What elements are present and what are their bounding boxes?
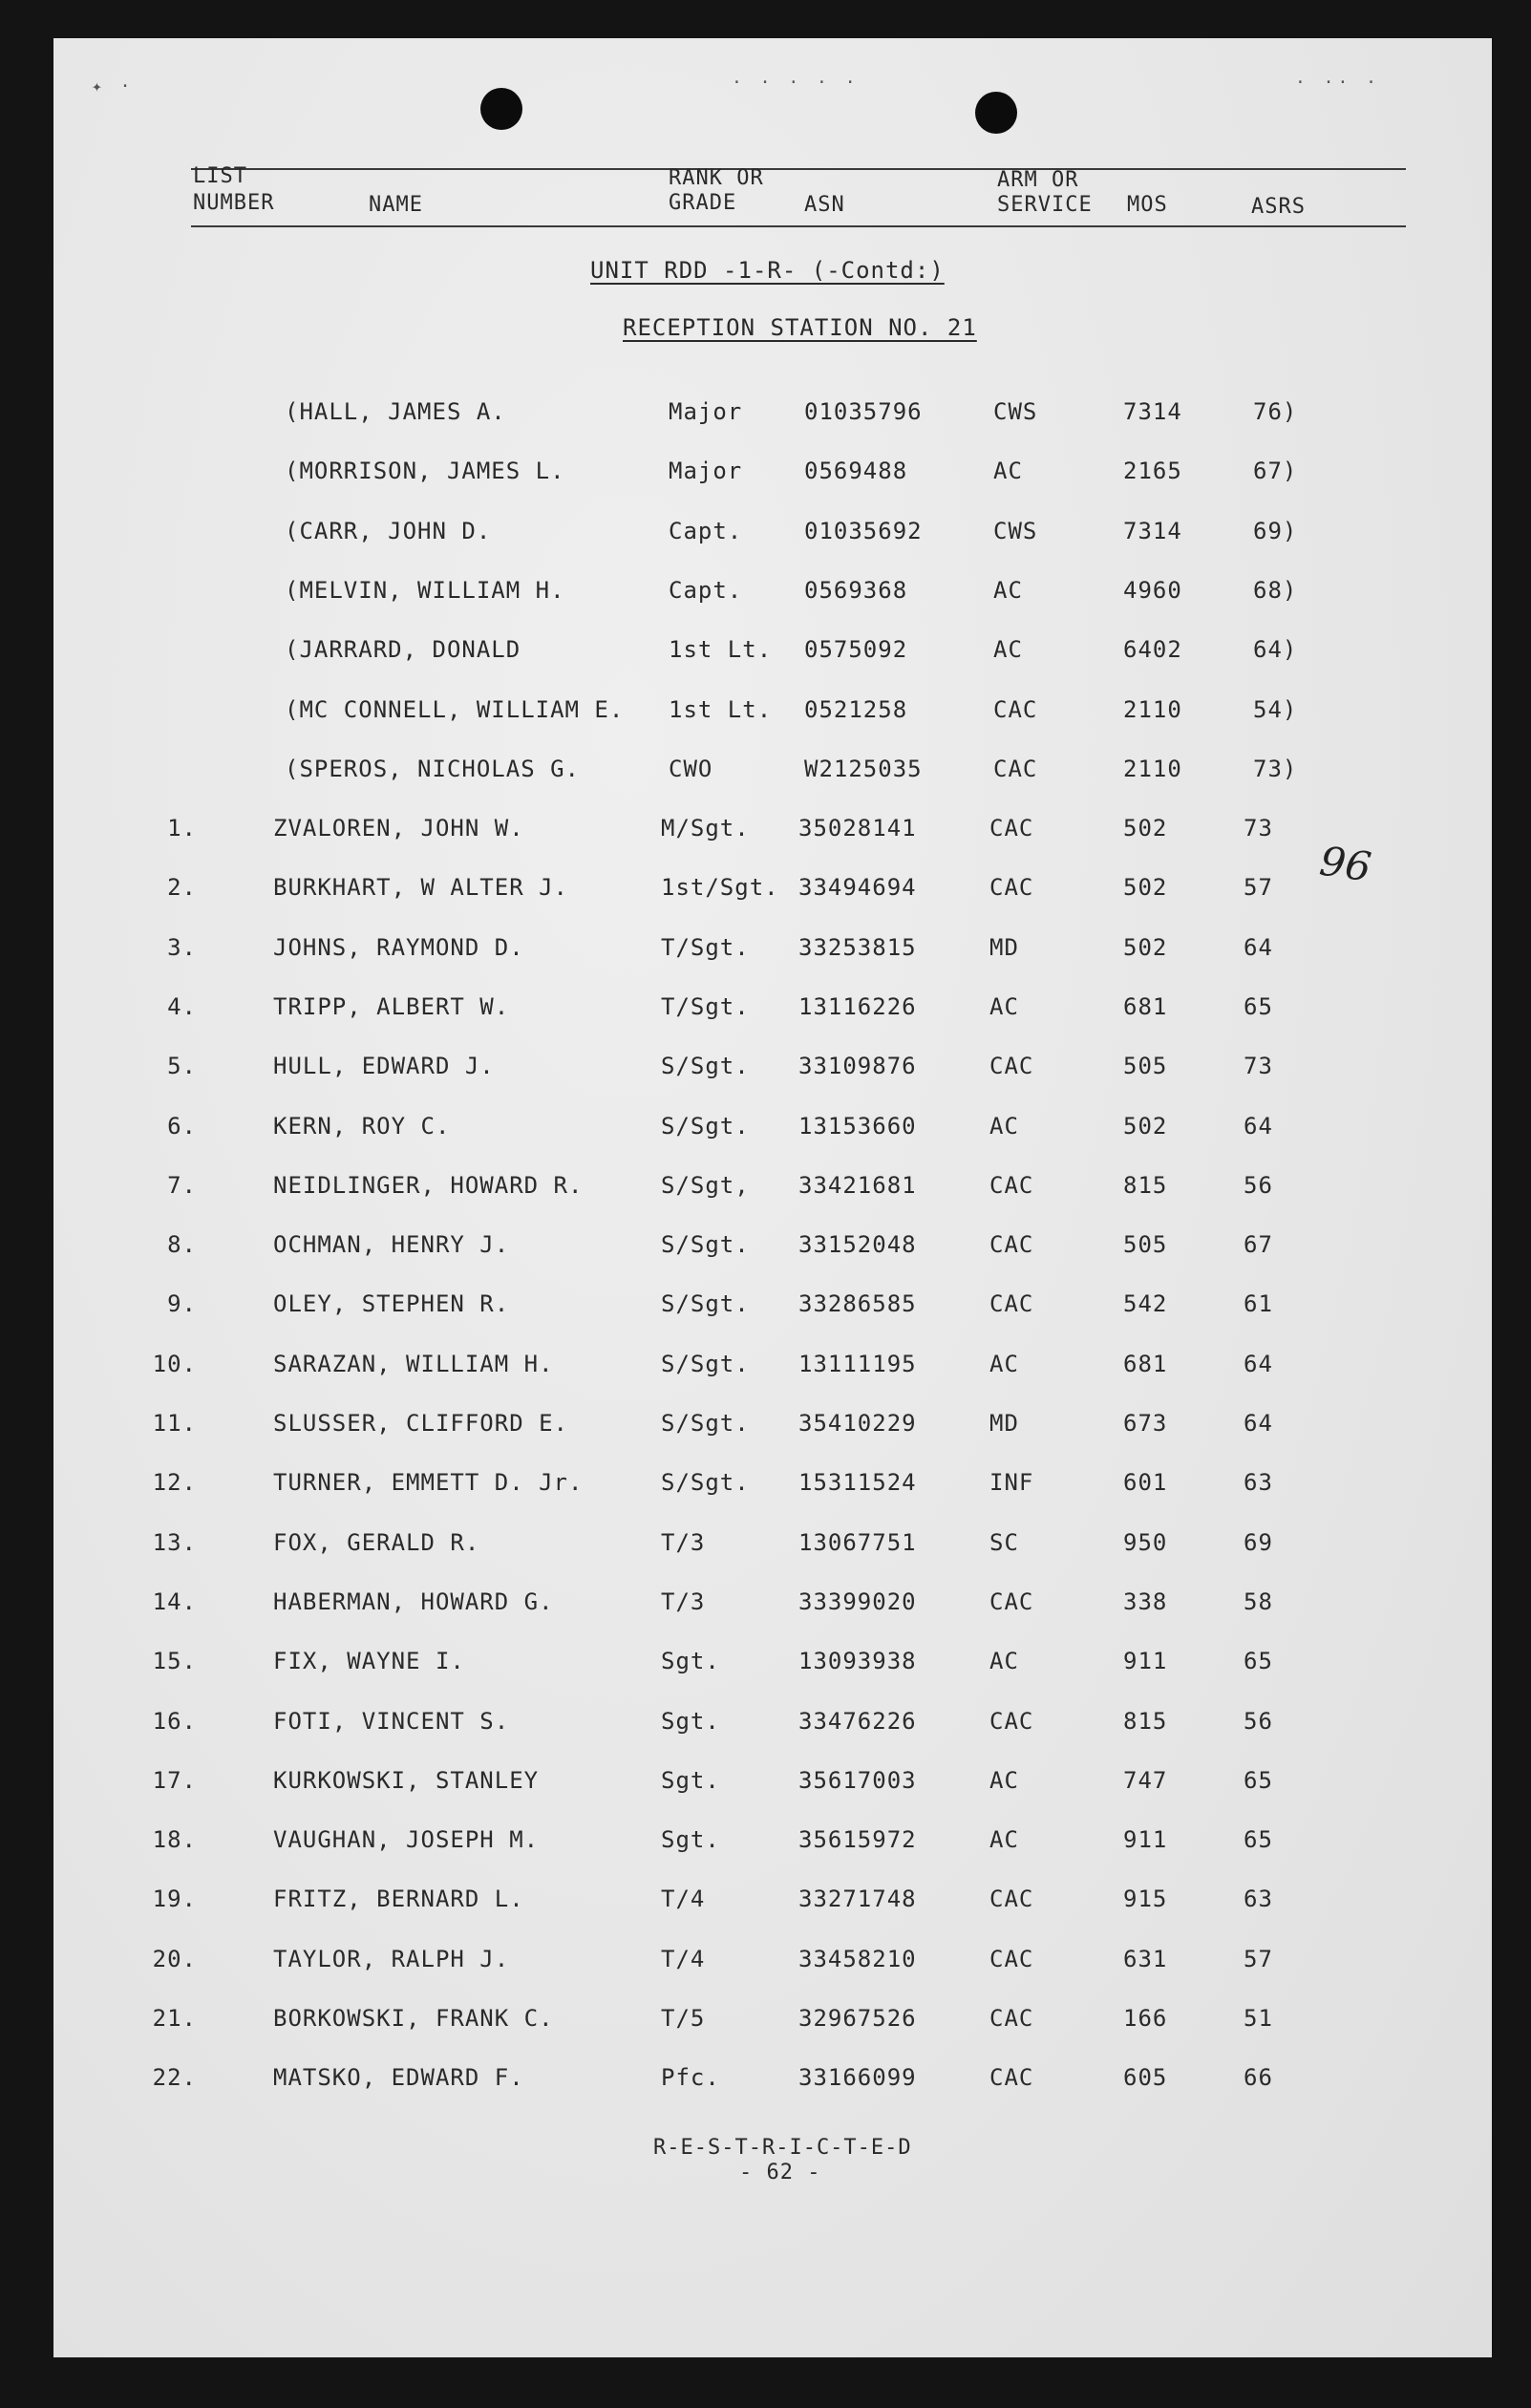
enlisted-rank: Pfc. <box>661 2064 720 2092</box>
enlisted-arm: AC <box>989 1766 1019 1794</box>
officer-name: (CARR, JOHN D. <box>285 517 492 544</box>
enlisted-rank: S/Sgt. <box>661 1469 750 1497</box>
enlisted-asrs: 64 <box>1244 1410 1273 1437</box>
enlisted-name: FOX, GERALD R. <box>273 1528 480 1556</box>
enlisted-arm: AC <box>989 1826 1019 1854</box>
enlisted-mos: 747 <box>1123 1766 1168 1794</box>
enlisted-mos: 502 <box>1123 874 1168 902</box>
officer-rank: Major <box>669 398 743 425</box>
enlisted-name: SARAZAN, WILLIAM H. <box>273 1350 554 1377</box>
list-number: 18. <box>152 1826 197 1854</box>
officer-arm: AC <box>993 636 1023 664</box>
header-rank-line1: RANK OR <box>669 166 764 190</box>
enlisted-arm: INF <box>989 1469 1034 1497</box>
enlisted-arm: AC <box>989 1648 1019 1675</box>
enlisted-asn: 13111195 <box>798 1350 917 1377</box>
enlisted-arm: CAC <box>989 1053 1034 1080</box>
enlisted-asrs: 64 <box>1244 933 1273 961</box>
enlisted-arm: CAC <box>989 1945 1034 1972</box>
enlisted-arm: CAC <box>989 1290 1034 1318</box>
enlisted-arm: CAC <box>989 815 1034 842</box>
enlisted-asrs: 56 <box>1244 1171 1273 1199</box>
enlisted-name: SLUSSER, CLIFFORD E. <box>273 1410 568 1437</box>
enlisted-asn: 33421681 <box>798 1171 917 1199</box>
list-number: 9. <box>167 1290 197 1318</box>
enlisted-asrs: 65 <box>1244 1766 1273 1794</box>
enlisted-mos: 911 <box>1123 1648 1168 1675</box>
officer-name: (HALL, JAMES A. <box>285 398 506 425</box>
enlisted-name: JOHNS, RAYMOND D. <box>273 933 524 961</box>
enlisted-mos: 950 <box>1123 1528 1168 1556</box>
enlisted-asn: 13153660 <box>798 1112 917 1140</box>
enlisted-asn: 32967526 <box>798 2005 917 2032</box>
enlisted-name: TURNER, EMMETT D. Jr. <box>273 1469 584 1497</box>
officer-mos: 2110 <box>1123 755 1182 782</box>
officer-mos: 6402 <box>1123 636 1182 664</box>
enlisted-mos: 681 <box>1123 1350 1168 1377</box>
officer-rank: Major <box>669 458 743 485</box>
officer-asn: W2125035 <box>804 755 923 782</box>
enlisted-name: FIX, WAYNE I. <box>273 1648 465 1675</box>
list-number: 5. <box>167 1053 197 1080</box>
officer-asrs: 64) <box>1253 636 1298 664</box>
enlisted-arm: CAC <box>989 1886 1034 1913</box>
header-list-number-line2: NUMBER <box>193 191 275 215</box>
officer-asn: 01035796 <box>804 398 923 425</box>
enlisted-name: KURKOWSKI, STANLEY <box>273 1766 540 1794</box>
enlisted-mos: 338 <box>1123 1588 1168 1615</box>
enlisted-rank: T/5 <box>661 2005 706 2032</box>
list-number: 12. <box>152 1469 197 1497</box>
enlisted-asn: 35615972 <box>798 1826 917 1854</box>
officer-name: (MORRISON, JAMES L. <box>285 458 565 485</box>
enlisted-asn: 33109876 <box>798 1053 917 1080</box>
enlisted-arm: SC <box>989 1528 1019 1556</box>
enlisted-rank: T/3 <box>661 1528 706 1556</box>
enlisted-mos: 502 <box>1123 933 1168 961</box>
enlisted-arm: CAC <box>989 2064 1034 2092</box>
officer-asn: 0521258 <box>804 695 908 723</box>
officer-mos: 2165 <box>1123 458 1182 485</box>
enlisted-rank: T/Sgt. <box>661 992 750 1020</box>
officer-arm: CAC <box>993 755 1038 782</box>
header-list-number-line1: LIST <box>193 164 247 188</box>
list-number: 3. <box>167 933 197 961</box>
officer-name: (MELVIN, WILLIAM H. <box>285 576 565 604</box>
enlisted-mos: 505 <box>1123 1053 1168 1080</box>
enlisted-name: FRITZ, BERNARD L. <box>273 1886 524 1913</box>
enlisted-asrs: 73 <box>1244 815 1273 842</box>
officer-name: (JARRARD, DONALD <box>285 636 521 664</box>
enlisted-asrs: 73 <box>1244 1053 1273 1080</box>
officer-asrs: 69) <box>1253 517 1298 544</box>
list-number: 6. <box>167 1112 197 1140</box>
list-number: 15. <box>152 1648 197 1675</box>
enlisted-asrs: 65 <box>1244 992 1273 1020</box>
enlisted-mos: 815 <box>1123 1171 1168 1199</box>
officer-mos: 7314 <box>1123 398 1182 425</box>
officer-mos: 7314 <box>1123 517 1182 544</box>
enlisted-rank: S/Sgt. <box>661 1112 750 1140</box>
enlisted-arm: AC <box>989 992 1019 1020</box>
handwritten-note: 96 <box>1316 837 1374 891</box>
header-top-rule <box>191 168 1406 170</box>
list-number: 2. <box>167 874 197 902</box>
enlisted-rank: S/Sgt. <box>661 1053 750 1080</box>
enlisted-asn: 13093938 <box>798 1648 917 1675</box>
enlisted-asrs: 65 <box>1244 1826 1273 1854</box>
enlisted-arm: AC <box>989 1112 1019 1140</box>
enlisted-mos: 815 <box>1123 1707 1168 1735</box>
enlisted-name: HULL, EDWARD J. <box>273 1053 495 1080</box>
officer-rank: 1st Lt. <box>669 695 773 723</box>
enlisted-asn: 33399020 <box>798 1588 917 1615</box>
enlisted-asn: 13067751 <box>798 1528 917 1556</box>
enlisted-rank: S/Sgt. <box>661 1410 750 1437</box>
enlisted-asn: 33166099 <box>798 2064 917 2092</box>
list-number: 19. <box>152 1886 197 1913</box>
enlisted-arm: CAC <box>989 874 1034 902</box>
officer-name: (MC CONNELL, WILLIAM E. <box>285 695 625 723</box>
enlisted-rank: T/4 <box>661 1886 706 1913</box>
header-asn: ASN <box>804 193 845 217</box>
officer-asrs: 68) <box>1253 576 1298 604</box>
list-number: 17. <box>152 1766 197 1794</box>
header-name: NAME <box>369 193 423 217</box>
header-asrs: ASRS <box>1251 195 1306 219</box>
punch-hole-left <box>480 88 522 130</box>
list-number: 20. <box>152 1945 197 1972</box>
enlisted-asrs: 61 <box>1244 1290 1273 1318</box>
restricted-footer: R-E-S-T-R-I-C-T-E-D <box>653 2136 912 2160</box>
officer-asrs: 73) <box>1253 755 1298 782</box>
enlisted-asn: 33476226 <box>798 1707 917 1735</box>
enlisted-asn: 33253815 <box>798 933 917 961</box>
enlisted-rank: M/Sgt. <box>661 815 750 842</box>
enlisted-asrs: 51 <box>1244 2005 1273 2032</box>
list-number: 10. <box>152 1350 197 1377</box>
enlisted-name: TAYLOR, RALPH J. <box>273 1945 510 1972</box>
enlisted-asn: 35410229 <box>798 1410 917 1437</box>
page-number: - 62 - <box>739 2161 821 2184</box>
officer-arm: CAC <box>993 695 1038 723</box>
enlisted-rank: T/4 <box>661 1945 706 1972</box>
enlisted-asn: 35028141 <box>798 815 917 842</box>
enlisted-name: OLEY, STEPHEN R. <box>273 1290 510 1318</box>
officer-asn: 0569488 <box>804 458 908 485</box>
edge-smudge-right: · ·· · <box>1295 73 1381 93</box>
enlisted-mos: 631 <box>1123 1945 1168 1972</box>
enlisted-rank: T/Sgt. <box>661 933 750 961</box>
unit-line: UNIT RDD -1-R- (-Contd:) <box>590 257 945 284</box>
list-number: 4. <box>167 992 197 1020</box>
enlisted-name: TRIPP, ALBERT W. <box>273 992 510 1020</box>
enlisted-asrs: 64 <box>1244 1350 1273 1377</box>
enlisted-arm: CAC <box>989 1588 1034 1615</box>
enlisted-asrs: 57 <box>1244 874 1273 902</box>
list-number: 7. <box>167 1171 197 1199</box>
list-number: 14. <box>152 1588 197 1615</box>
officer-asrs: 54) <box>1253 695 1298 723</box>
enlisted-asn: 33271748 <box>798 1886 917 1913</box>
officer-asrs: 67) <box>1253 458 1298 485</box>
officer-name: (SPEROS, NICHOLAS G. <box>285 755 580 782</box>
enlisted-mos: 166 <box>1123 2005 1168 2032</box>
station-line: RECEPTION STATION NO. 21 <box>623 314 977 341</box>
header-bottom-rule <box>191 225 1406 227</box>
document-page <box>53 38 1492 2357</box>
list-number: 22. <box>152 2064 197 2092</box>
officer-asn: 0575092 <box>804 636 908 664</box>
officer-asn: 01035692 <box>804 517 923 544</box>
enlisted-asn: 15311524 <box>798 1469 917 1497</box>
enlisted-asn: 33286585 <box>798 1290 917 1318</box>
enlisted-asrs: 66 <box>1244 2064 1273 2092</box>
enlisted-asn: 33458210 <box>798 1945 917 1972</box>
enlisted-rank: T/3 <box>661 1588 706 1615</box>
enlisted-name: HABERMAN, HOWARD G. <box>273 1588 554 1615</box>
officer-rank: Capt. <box>669 576 743 604</box>
enlisted-mos: 542 <box>1123 1290 1168 1318</box>
enlisted-name: ZVALOREN, JOHN W. <box>273 815 524 842</box>
enlisted-mos: 911 <box>1123 1826 1168 1854</box>
enlisted-asrs: 67 <box>1244 1231 1273 1259</box>
officer-arm: AC <box>993 458 1023 485</box>
enlisted-asrs: 64 <box>1244 1112 1273 1140</box>
list-number: 16. <box>152 1707 197 1735</box>
enlisted-rank: S/Sgt. <box>661 1290 750 1318</box>
enlisted-rank: 1st/Sgt. <box>661 874 779 902</box>
enlisted-asn: 33152048 <box>798 1231 917 1259</box>
enlisted-name: FOTI, VINCENT S. <box>273 1707 510 1735</box>
enlisted-rank: S/Sgt. <box>661 1350 750 1377</box>
enlisted-mos: 673 <box>1123 1410 1168 1437</box>
enlisted-rank: S/Sgt. <box>661 1231 750 1259</box>
edge-smudge-center: · · · · · <box>732 73 860 93</box>
list-number: 8. <box>167 1231 197 1259</box>
header-mos: MOS <box>1127 193 1168 217</box>
edge-smudge-left: ✦ · <box>92 76 135 96</box>
list-number: 21. <box>152 2005 197 2032</box>
enlisted-mos: 605 <box>1123 2064 1168 2092</box>
enlisted-asn: 35617003 <box>798 1766 917 1794</box>
enlisted-rank: S/Sgt, <box>661 1171 750 1199</box>
enlisted-asrs: 58 <box>1244 1588 1273 1615</box>
punch-hole-right <box>975 92 1017 134</box>
enlisted-asrs: 69 <box>1244 1528 1273 1556</box>
list-number: 13. <box>152 1528 197 1556</box>
enlisted-name: KERN, ROY C. <box>273 1112 451 1140</box>
header-arm-line1: ARM OR <box>997 168 1079 192</box>
enlisted-arm: CAC <box>989 1707 1034 1735</box>
enlisted-arm: MD <box>989 933 1019 961</box>
enlisted-asrs: 65 <box>1244 1648 1273 1675</box>
enlisted-name: OCHMAN, HENRY J. <box>273 1231 510 1259</box>
enlisted-arm: AC <box>989 1350 1019 1377</box>
enlisted-rank: Sgt. <box>661 1766 720 1794</box>
enlisted-name: BORKOWSKI, FRANK C. <box>273 2005 554 2032</box>
officer-rank: CWO <box>669 755 713 782</box>
officer-mos: 4960 <box>1123 576 1182 604</box>
enlisted-asrs: 57 <box>1244 1945 1273 1972</box>
enlisted-arm: CAC <box>989 1231 1034 1259</box>
enlisted-rank: Sgt. <box>661 1826 720 1854</box>
officer-arm: CWS <box>993 398 1038 425</box>
officer-asn: 0569368 <box>804 576 908 604</box>
officer-arm: AC <box>993 576 1023 604</box>
enlisted-asn: 13116226 <box>798 992 917 1020</box>
enlisted-name: VAUGHAN, JOSEPH M. <box>273 1826 540 1854</box>
officer-mos: 2110 <box>1123 695 1182 723</box>
enlisted-asrs: 63 <box>1244 1469 1273 1497</box>
enlisted-asrs: 63 <box>1244 1886 1273 1913</box>
enlisted-arm: MD <box>989 1410 1019 1437</box>
enlisted-rank: Sgt. <box>661 1707 720 1735</box>
officer-rank: 1st Lt. <box>669 636 773 664</box>
header-arm-line2: SERVICE <box>997 193 1093 217</box>
header-rank-line2: GRADE <box>669 191 737 215</box>
enlisted-name: BURKHART, W ALTER J. <box>273 874 568 902</box>
officer-rank: Capt. <box>669 517 743 544</box>
list-number: 1. <box>167 815 197 842</box>
enlisted-asn: 33494694 <box>798 874 917 902</box>
enlisted-mos: 601 <box>1123 1469 1168 1497</box>
list-number: 11. <box>152 1410 197 1437</box>
enlisted-mos: 502 <box>1123 815 1168 842</box>
enlisted-mos: 681 <box>1123 992 1168 1020</box>
enlisted-asrs: 56 <box>1244 1707 1273 1735</box>
officer-asrs: 76) <box>1253 398 1298 425</box>
enlisted-mos: 505 <box>1123 1231 1168 1259</box>
enlisted-name: MATSKO, EDWARD F. <box>273 2064 524 2092</box>
officer-arm: CWS <box>993 517 1038 544</box>
enlisted-mos: 915 <box>1123 1886 1168 1913</box>
enlisted-name: NEIDLINGER, HOWARD R. <box>273 1171 584 1199</box>
enlisted-mos: 502 <box>1123 1112 1168 1140</box>
enlisted-rank: Sgt. <box>661 1648 720 1675</box>
enlisted-arm: CAC <box>989 2005 1034 2032</box>
enlisted-arm: CAC <box>989 1171 1034 1199</box>
